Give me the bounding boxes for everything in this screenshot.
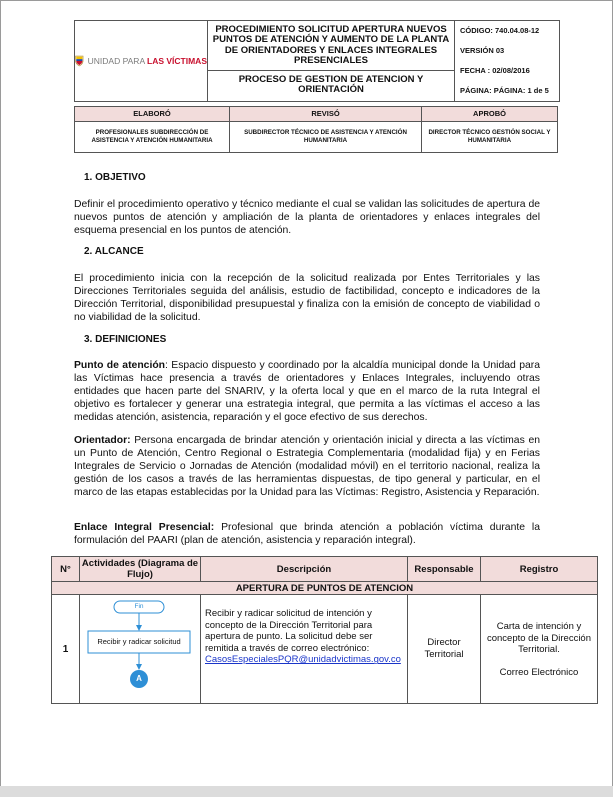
- flow-diagram: [80, 595, 200, 703]
- row-description: [201, 595, 408, 704]
- record-email: Correo Electrónico: [499, 666, 579, 678]
- col-header-number: N°: [52, 557, 80, 582]
- meta-cell: [455, 21, 560, 102]
- definition-text: Profesional que brinda atención a población víctima durante la formulación del PAARI (plan de atención, asistencia y reparación integral).: [74, 522, 540, 546]
- definition-term: Enlace Integral Presencial:: [74, 522, 215, 533]
- logo-text-brand: LAS VÍCTIMAS: [147, 56, 207, 66]
- logo-text-grey: UNIDAD PARA: [87, 56, 148, 66]
- coat-of-arms-icon: [75, 52, 84, 70]
- col-header-record: Registro: [481, 557, 598, 582]
- logo: [75, 52, 207, 70]
- logo-cell: [75, 21, 208, 102]
- col-header-activities: Actividades (Diagrama de Flujo): [80, 557, 201, 582]
- reviso-header: REVISÓ: [230, 107, 422, 122]
- section-row: APERTURA DE PUNTOS DE ATENCION: [52, 582, 598, 595]
- definition-term: Punto de atención: [74, 360, 166, 371]
- col-header-description: Descripción: [201, 557, 408, 582]
- email-link[interactable]: CasosEspecialesPQR@unidadvictimas.gov.co: [205, 654, 401, 666]
- record-letter: Carta de intención y concepto de la Dirección Territorial.: [486, 621, 592, 656]
- elaboro-header: ELABORÓ: [75, 107, 230, 122]
- description-text: Recibir y radicar solicitud de intención y concepto de la Dirección Territorial para apertura de punto. La solicitud debe ser remitida a través de correo electrónico:: [205, 608, 373, 654]
- document-title: PROCEDIMIENTO SOLICITUD APERTURA NUEVOS PUNTOS DE ATENCIÓN Y AUMENTO DE LA PLANTA DE ORIENTADORES Y ENLACES INTEGRALES PRESENCIALES: [208, 23, 454, 71]
- aprobo-header: APROBÓ: [422, 107, 558, 122]
- code: CÓDIGO: 740.04.08-12: [460, 26, 540, 35]
- document-header: [74, 20, 560, 102]
- page-number: PÁGINA: PÁGINA: 1 de 5: [460, 86, 549, 95]
- row-record: [481, 595, 598, 704]
- date: FECHA : 02/08/2016: [460, 66, 530, 75]
- objetivo-text: Definir el procedimiento operativo y técnico mediante el cual se validan las solicitudes de apertura de nuevos puntos de atención y ampliación de la planta de orientadores y enlaces integrales del esquema presencial en los puntos de atención.: [74, 199, 540, 236]
- activities-table: [51, 556, 598, 704]
- alcance-text: El procedimiento inicia con la recepción de la solicitud realizada por Entes Territoriales y las Direcciones Territoriales seguida del análisis, estudio de factibilidad, concepto e indicadores de la Dirección Territorial, disponibilidad presupuestal y finaliza con la emisión de concepto de viabilidad o no viabilidad de la solicitud.: [74, 273, 540, 323]
- flow-cell: [80, 595, 201, 704]
- col-header-responsible: Responsable: [408, 557, 481, 582]
- bottom-strip: [0, 786, 613, 797]
- flow-terminator-label: Fin: [134, 603, 144, 610]
- definition-orientador: [74, 434, 540, 499]
- definition-punto-atencion: [74, 359, 540, 424]
- definition-term: Orientador:: [74, 435, 131, 446]
- reviso-value: SUBDIRECTOR TÉCNICO DE ASISTENCIA Y ATENCIÓN HUMANITARIA: [230, 122, 422, 153]
- section-alcance-heading: 2. ALCANCE: [84, 246, 144, 257]
- section-definiciones-heading: 3. DEFINICIONES: [84, 334, 167, 345]
- version: VERSIÓN 03: [460, 46, 505, 55]
- flow-process-label: Recibir y radicar solicitud: [97, 637, 181, 646]
- row-number: 1: [52, 595, 80, 704]
- definition-text: Persona encargada de brindar atención y orientación inicial y directa a las víctimas en un Punto de Atención, Centro Regional o Estrategia Complementaria (modalidad fija) y en Ferias Integrales de Servicio o Jornadas de Atención (modalidad móvil) en el territorio nacional, realiza la gestión de los casos a través de las herramientas dispuestas, de tipo general y particular, en el marco de las etapas establecidas por la Unidad para las Víctimas: Registro, Asistencia y Reparación.: [74, 435, 540, 498]
- flow-connector-label: A: [136, 674, 142, 683]
- definition-text: : Espacio dispuesto y coordinado por la alcaldía municipal donde la Unidad para las Víctimas hace presencia a través de orientadores y Enlaces Integrales, incluyendo otras entidades que hacen parte del SNARIV, y la oferta local y que en el marco de la ruta Integral el objetivo es fortalecer y generar una estrategia integral, que permita a las víctimas el acceso a las medidas atención, asistencia, reparación y el goce efectivo de sus derechos.: [74, 360, 540, 423]
- row-responsible: Director Territorial: [408, 595, 481, 704]
- approvals-table: [74, 106, 558, 153]
- aprobo-value: DIRECTOR TÉCNICO GESTIÓN SOCIAL Y HUMANITARIA: [422, 122, 558, 153]
- table-row: [52, 595, 598, 704]
- section-objetivo-heading: 1. OBJETIVO: [84, 172, 146, 183]
- elaboro-value: PROFESIONALES SUBDIRECCIÓN DE ASISTENCIA Y ATENCIÓN HUMANITARIA: [75, 122, 230, 153]
- process-name: PROCESO DE GESTION DE ATENCION Y ORIENTACIÓN: [238, 73, 424, 95]
- definition-enlace-integral: [74, 521, 540, 547]
- title-cell: [208, 21, 455, 102]
